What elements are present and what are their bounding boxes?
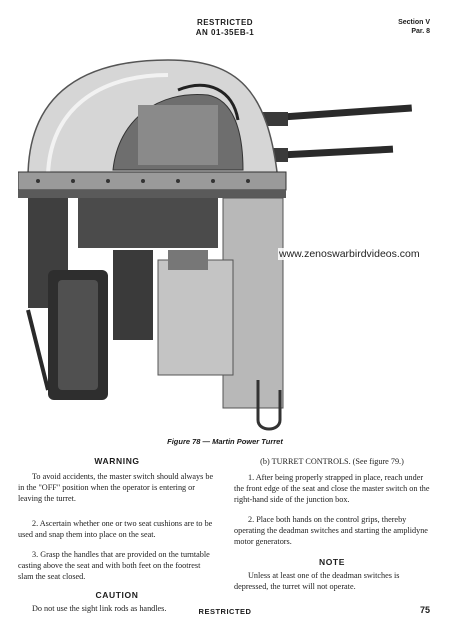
footer-classification: RESTRICTED: [198, 607, 252, 616]
page-header: [0, 18, 450, 38]
figure-caption: Figure 78 — Martin Power Turret: [167, 437, 283, 446]
left-step-3: 3. Grasp the handles that are provided on the turntable casting above the seat and with both feet on the footrest slam the seat closed.: [18, 550, 210, 581]
left-column: [18, 456, 216, 623]
right-step-1: 1. After being properly strapped in place, reach under the front edge of the seat and close the master switch on the right-hand side of the junction box.: [234, 473, 430, 504]
warning-heading: WARNING: [94, 456, 140, 466]
warning-text: To avoid accidents, the master switch should always be in the "OFF" position when the operator is entering or leaving the turret.: [18, 472, 214, 503]
header-classification: RESTRICTED: [196, 18, 254, 27]
paragraph-label: Par. 8: [411, 28, 430, 35]
section-reference: [398, 18, 430, 36]
right-step-2: 2. Place both hands on the control grips, thereby operating the deadman switches and starting the amplidyne motor generators.: [234, 515, 428, 546]
note-text: Unless at least one of the deadman switches is depressed, the turret will not operate.: [234, 571, 400, 591]
caution-text: Do not use the sight link rods as handles.: [32, 604, 167, 613]
page-number: 75: [419, 605, 430, 615]
note-heading: NOTE: [318, 557, 345, 567]
section-label: Section V: [398, 19, 430, 26]
turret-photo: [18, 50, 418, 436]
watermark-text: www.zenoswarbirdvideos.com: [279, 248, 420, 260]
left-step-2: 2. Ascertain whether one or two seat cushions are to be used and snap them into place on the seat.: [18, 519, 213, 539]
right-column: [234, 456, 430, 601]
caution-heading: CAUTION: [95, 590, 139, 600]
turret-controls-subheading: (b) TURRET CONTROLS. (See figure 79.): [260, 457, 404, 466]
document-number: AN 01-35EB-1: [195, 28, 255, 37]
